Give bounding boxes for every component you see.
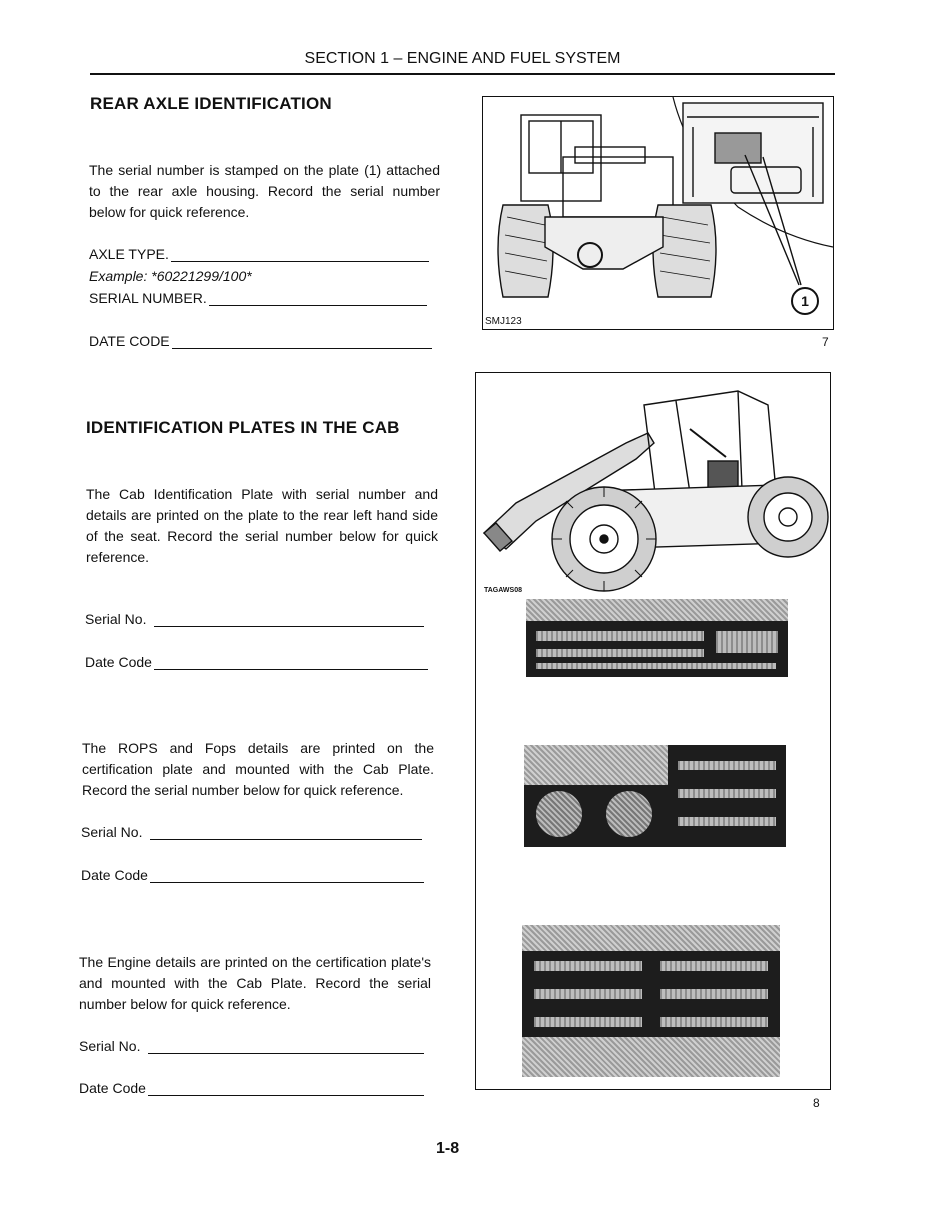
axle-type-example: Example: *60221299/100*	[89, 268, 252, 284]
plate-text-row	[534, 1017, 642, 1027]
plate-text-block	[716, 631, 778, 653]
axle-type-line[interactable]	[171, 247, 429, 262]
rear-axle-paragraph: The serial number is stamped on the plate (1) attached to the rear axle housing. Record the serial number below for quick reference.	[89, 162, 440, 220]
plate-text-row	[534, 989, 642, 999]
rops-serial-field[interactable]	[81, 824, 422, 840]
figure-7-number: 7	[822, 335, 829, 349]
callout-1-icon	[791, 287, 819, 315]
rops-seal-icon	[536, 791, 582, 837]
serial-number-line[interactable]	[209, 291, 427, 306]
engine-serial-line[interactable]	[148, 1039, 424, 1054]
rops-date-line[interactable]	[150, 868, 424, 883]
cab-date-line[interactable]	[154, 655, 428, 670]
rops-date-label: Date Code	[81, 867, 148, 883]
engine-plate-top-strip	[522, 925, 780, 951]
engine-serial-label: Serial No.	[79, 1038, 141, 1054]
header-rule	[90, 73, 835, 75]
plate-text-row	[536, 631, 704, 641]
cab-plates-heading: IDENTIFICATION PLATES IN THE CAB	[86, 418, 400, 437]
plate-text-row	[678, 817, 776, 826]
serial-number-label: SERIAL NUMBER.	[89, 290, 207, 306]
page-number: 1-8	[436, 1140, 460, 1157]
cab-serial-line[interactable]	[154, 612, 424, 627]
date-code-line[interactable]	[172, 334, 432, 349]
engine-date-label: Date Code	[79, 1080, 146, 1096]
plate-text-row	[536, 663, 776, 669]
plate-text-row	[660, 1017, 768, 1027]
rops-serial-label: Serial No.	[81, 824, 143, 840]
engine-paragraph: The Engine details are printed on the certification plate's and mounted with the Cab Plate. Record the serial number below for quick reference.	[79, 954, 431, 1012]
engine-certification-plate	[522, 951, 780, 1037]
plate-text-row	[536, 649, 704, 657]
callout-1-label: 1	[801, 293, 809, 309]
section-header: SECTION 1 – ENGINE AND FUEL SYSTEM	[304, 50, 621, 67]
engine-date-field[interactable]	[79, 1080, 424, 1096]
cab-plates-paragraph: The Cab Identification Plate with serial number and details are printed on the plate to the rear left hand side of the seat. Record the serial number below for quick reference.	[86, 486, 438, 565]
rear-axle-heading: REAR AXLE IDENTIFICATION	[90, 94, 332, 113]
engine-date-line[interactable]	[148, 1081, 424, 1096]
plate-text-row	[660, 989, 768, 999]
figure-8-cab-plates	[475, 372, 831, 1090]
figure-8-number: 8	[813, 1096, 820, 1110]
rops-date-field[interactable]	[81, 867, 424, 883]
cab-date-label: Date Code	[85, 654, 152, 670]
cab-identification-plate	[526, 621, 788, 677]
axle-type-field[interactable]	[89, 246, 429, 262]
tractor-rear-view-illustration	[483, 97, 833, 329]
engine-plate-bottom-strip	[522, 1037, 780, 1077]
axle-type-label: AXLE TYPE.	[89, 246, 169, 262]
cab-plate-top-strip	[526, 599, 788, 621]
figure-7-code: SMJ123	[485, 316, 522, 327]
rops-plate-right	[668, 745, 786, 847]
plate-text-row	[678, 761, 776, 770]
cab-serial-label: Serial No.	[85, 611, 147, 627]
figure-8-code: TAGAWS08	[484, 587, 522, 594]
cab-serial-field[interactable]	[85, 611, 424, 627]
figure-7-rear-axle	[482, 96, 834, 330]
rops-serial-line[interactable]	[150, 825, 422, 840]
serial-number-field[interactable]	[89, 290, 427, 306]
cab-date-field[interactable]	[85, 654, 428, 670]
date-code-label: DATE CODE	[89, 333, 170, 349]
fops-seal-icon	[606, 791, 652, 837]
rops-plate-left-lower	[524, 785, 668, 847]
telehandler-illustration	[476, 373, 830, 593]
rops-plate-left-upper	[524, 745, 668, 785]
date-code-field[interactable]	[89, 333, 432, 349]
plate-text-row	[660, 961, 768, 971]
plate-text-row	[534, 961, 642, 971]
plate-text-row	[678, 789, 776, 798]
engine-serial-field[interactable]	[79, 1038, 424, 1054]
rops-paragraph: The ROPS and Fops details are printed on the certification plate and mounted with the Cab Plate. Record the serial number below for quick reference.	[82, 740, 434, 798]
